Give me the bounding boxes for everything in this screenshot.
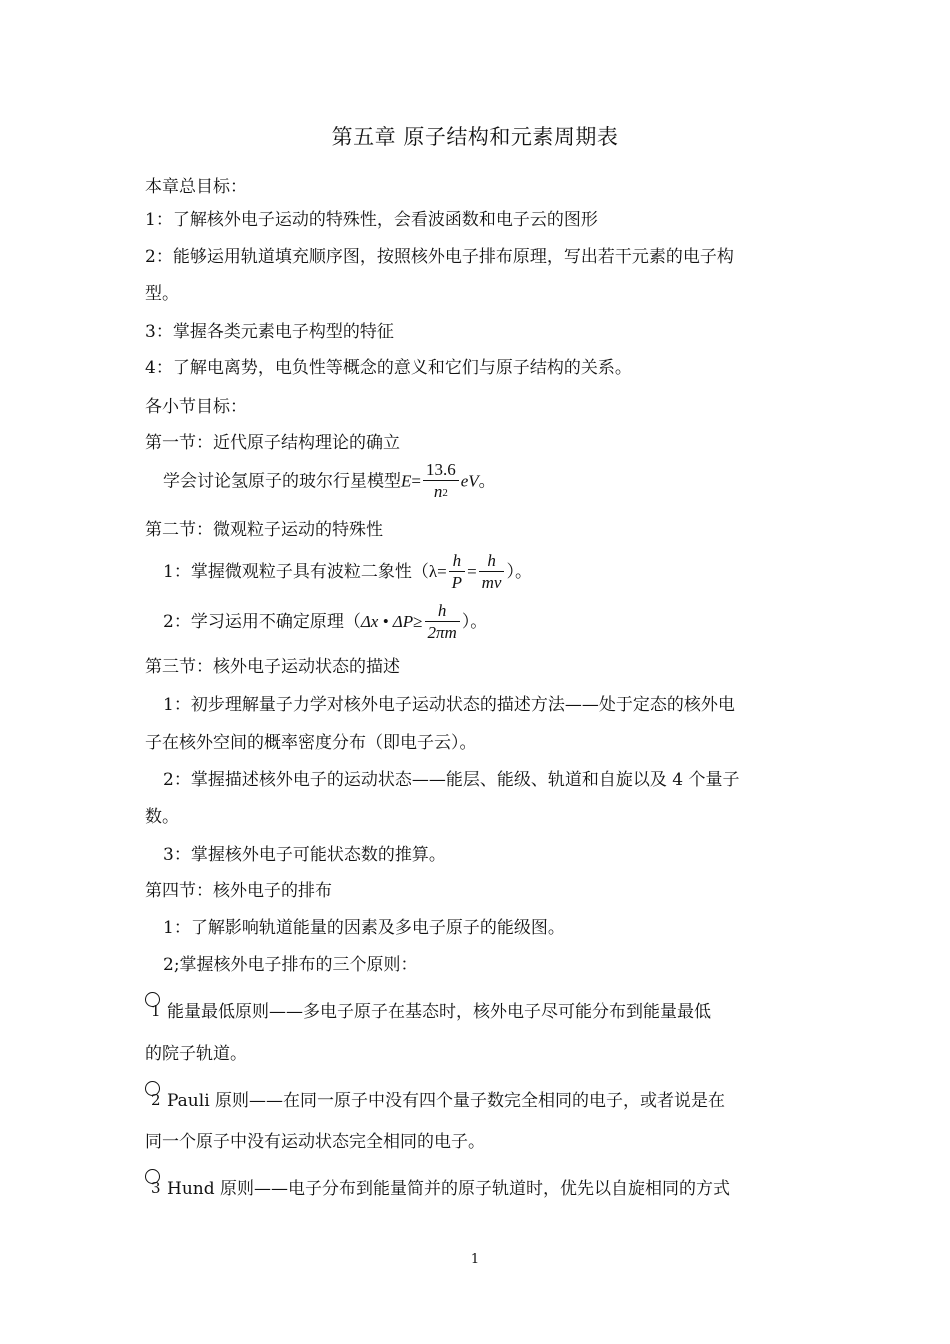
principle-2-text: Pauli 原则——在同一原子中没有四个量子数完全相同的电子，或者说是在	[167, 1091, 726, 1111]
debroglie-fraction-1	[449, 551, 465, 594]
circled-number-1-icon: 1	[145, 998, 167, 1020]
wave-particle-line	[163, 551, 532, 594]
principle-1-text: 能量最低原则——多电子原子在基态时，核外电子尽可能分布到能量最低	[167, 1002, 711, 1022]
uncertainty-text: 2：学习运用不确定原理（	[163, 612, 361, 632]
equals-sign-2: =	[467, 562, 477, 581]
greater-equal-sign: ≥	[413, 612, 423, 631]
goal-4: 4：了解电离势，电负性等概念的意义和它们与原子结构的关系。	[145, 358, 632, 378]
section-goals-heading: 各小节目标：	[145, 397, 247, 417]
fraction-1-numerator: h	[449, 551, 465, 572]
section-1-heading: 第一节：近代原子结构理论的确立	[145, 433, 400, 453]
circled-number-3-icon: 3	[145, 1175, 167, 1197]
goal-3: 3：掌握各类元素电子构型的特征	[145, 322, 394, 342]
equals-sign-1: =	[437, 562, 447, 581]
section-4-heading: 第四节：核外电子的排布	[145, 881, 332, 901]
circled-number-2-icon: 2	[145, 1087, 167, 1109]
section-3-item-3: 3：掌握核外电子可能状态数的推算。	[163, 845, 446, 865]
goal-2-line-1: 2：能够运用轨道填充顺序图，按照核外电子排布原理，写出若干元素的电子构	[145, 247, 734, 267]
bohr-numerator: 13.6	[423, 460, 459, 481]
uncertainty-fraction	[425, 601, 460, 644]
wave-particle-text: 1：掌握微观粒子具有波粒二象性（	[163, 562, 429, 582]
principle-2-line-1	[145, 1087, 725, 1112]
fraction-2-numerator: h	[479, 551, 505, 572]
debroglie-fraction-2	[479, 551, 505, 594]
section-3-item-1-line-2: 子在核外空间的概率密度分布（即电子云）。	[145, 733, 477, 753]
section-4-item-2: 2;掌握核外电子排布的三个原则：	[163, 955, 418, 975]
page-number: 1	[470, 1252, 480, 1267]
bohr-model-end: 。	[478, 471, 496, 492]
uncertainty-line	[163, 601, 487, 644]
chapter-title: 第五章 原子结构和元素周期表	[331, 125, 619, 149]
uncertainty-lhs: Δx • ΔP	[360, 612, 414, 631]
fraction-1-denominator: P	[451, 573, 463, 592]
equals-sign: =	[411, 471, 421, 491]
bohr-fraction	[423, 460, 459, 504]
wave-particle-end: ）。	[506, 562, 532, 582]
chapter-goals-heading: 本章总目标：	[145, 177, 247, 197]
section-3-item-2-line-2: 数。	[145, 807, 179, 827]
bohr-denominator-n: n	[433, 482, 443, 501]
energy-unit: eV	[460, 471, 479, 491]
uncertainty-end: ）。	[461, 612, 488, 632]
energy-symbol: E	[401, 471, 412, 491]
uncertainty-denominator: 2πm	[427, 623, 457, 642]
lambda-symbol: λ	[428, 562, 438, 581]
principle-1-line-2: 的院子轨道。	[145, 1044, 247, 1064]
principle-3-text: Hund 原则——电子分布到能量简并的原子轨道时，优先以自旋相同的方式	[167, 1179, 731, 1199]
bohr-model-line	[163, 460, 496, 504]
uncertainty-numerator: h	[425, 601, 460, 622]
section-2-heading: 第二节：微观粒子运动的特殊性	[145, 520, 383, 540]
fraction-2-denominator: mv	[481, 573, 502, 592]
principle-3-line-1	[145, 1175, 730, 1200]
goal-2-line-2: 型。	[145, 284, 179, 304]
bohr-model-text: 学会讨论氢原子的玻尔行星模型	[163, 471, 401, 492]
section-3-item-1-line-1: 1：初步理解量子力学对核外电子运动状态的描述方法——处于定态的核外电	[163, 695, 735, 715]
principle-1-line-1	[145, 998, 711, 1023]
goal-1: 1：了解核外电子运动的特殊性，会看波函数和电子云的图形	[145, 210, 598, 230]
section-4-item-1: 1：了解影响轨道能量的因素及多电子原子的能级图。	[163, 918, 565, 938]
bohr-denominator-exponent: 2	[442, 487, 448, 499]
section-3-heading: 第三节：核外电子运动状态的描述	[145, 657, 400, 677]
section-3-item-2-line-1: 2：掌握描述核外电子的运动状态——能层、能级、轨道和自旋以及 4 个量子	[163, 770, 740, 790]
principle-2-line-2: 同一个原子中没有运动状态完全相同的电子。	[145, 1132, 485, 1152]
